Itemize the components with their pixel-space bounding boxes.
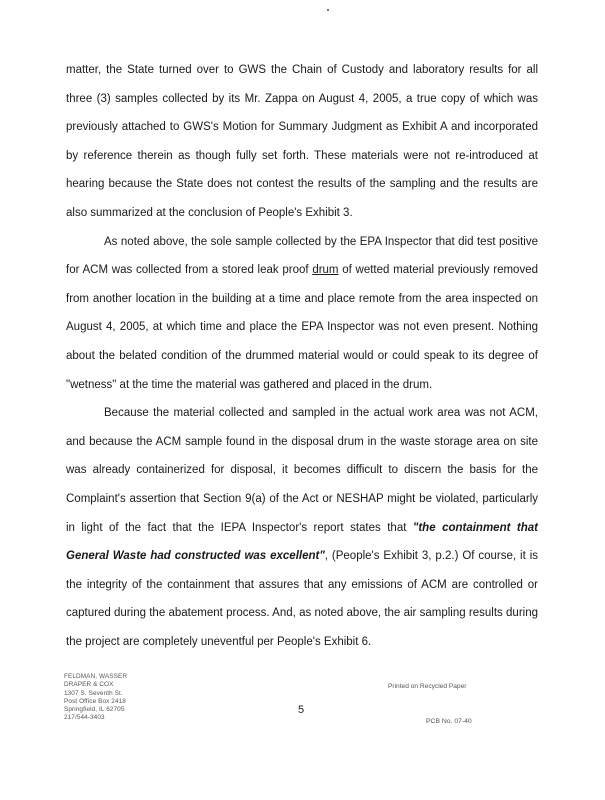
scan-speck — [327, 9, 329, 11]
firm-phone-line: 217/544-3403 — [64, 714, 105, 722]
paragraph-text: of wetted material previously removed from another location in the building at a time and place remote from the area inspected on August 4, 2005, at which time and place the EPA Inspector was not even present. Nothing about the belated condition of the drummed material would or could speak to its degree of "wetness" at the time the material was gathered and placed in the drum. — [66, 264, 538, 391]
paragraph — [66, 56, 538, 228]
firm-street-line: 1307 S. Seventh St. — [64, 689, 123, 697]
paragraph-text: matter, the State turned over to GWS the Chain of Custody and laboratory results for all three (3) samples collected by its Mr. Zappa on August 4, 2005, a true copy of which was previously attached to GWS's Motion for Summary Judgment as Exhibit A and incorporated by reference therein as though fully set forth. These materials were not re-introduced at hearing because the State does not contest the results of the sampling and the results are also summarized at the conclusion of People's Exhibit 3. — [66, 64, 538, 219]
paragraph — [66, 228, 538, 400]
document-body — [66, 56, 538, 656]
firm-address-block — [64, 673, 127, 723]
paragraph-text: Because the material collected and sampled in the actual work area was not ACM, and because the ACM sample found in the disposal drum in the waste storage area on site was already containerized for disposal, it becomes difficult to discern the basis for the Complaint's assertion that Section 9(a) of the Act or NESHAP might be violated, particularly in light of the fact that the IEPA Inspector's report states that — [66, 407, 538, 534]
firm-city-line: Springfield, IL 62705 — [64, 706, 125, 714]
firm-name-line: DRAPER & COX — [64, 681, 114, 689]
docket-number: PCB No. 07-40 — [426, 718, 472, 725]
firm-name-line: FELDMAN, WASSER — [64, 673, 128, 680]
paragraph-text: As noted above, the sole sample collected by the EPA Inspector that did test positive for ACM was collected from a stored leak proof — [66, 235, 538, 277]
page-footer — [0, 673, 605, 753]
firm-pobox-line: Post Office Box 2418 — [64, 697, 126, 705]
page-number: 5 — [298, 704, 305, 716]
underlined-term: drum — [312, 264, 339, 277]
recycled-paper-note: Printed on Recycled Paper — [388, 683, 467, 690]
emphasized-quote: "the containment that General Waste had constructed was excellent" — [66, 521, 538, 563]
paragraph — [66, 399, 538, 656]
paragraph-text: , (People's Exhibit 3, p.2.) Of course, it is the integrity of the containment that assures that any emissions of ACM are controlled or captured during the abatement process. And, as noted above, the air sampling results during the project are completely uneventful per People's Exhibit 6. — [66, 550, 538, 648]
